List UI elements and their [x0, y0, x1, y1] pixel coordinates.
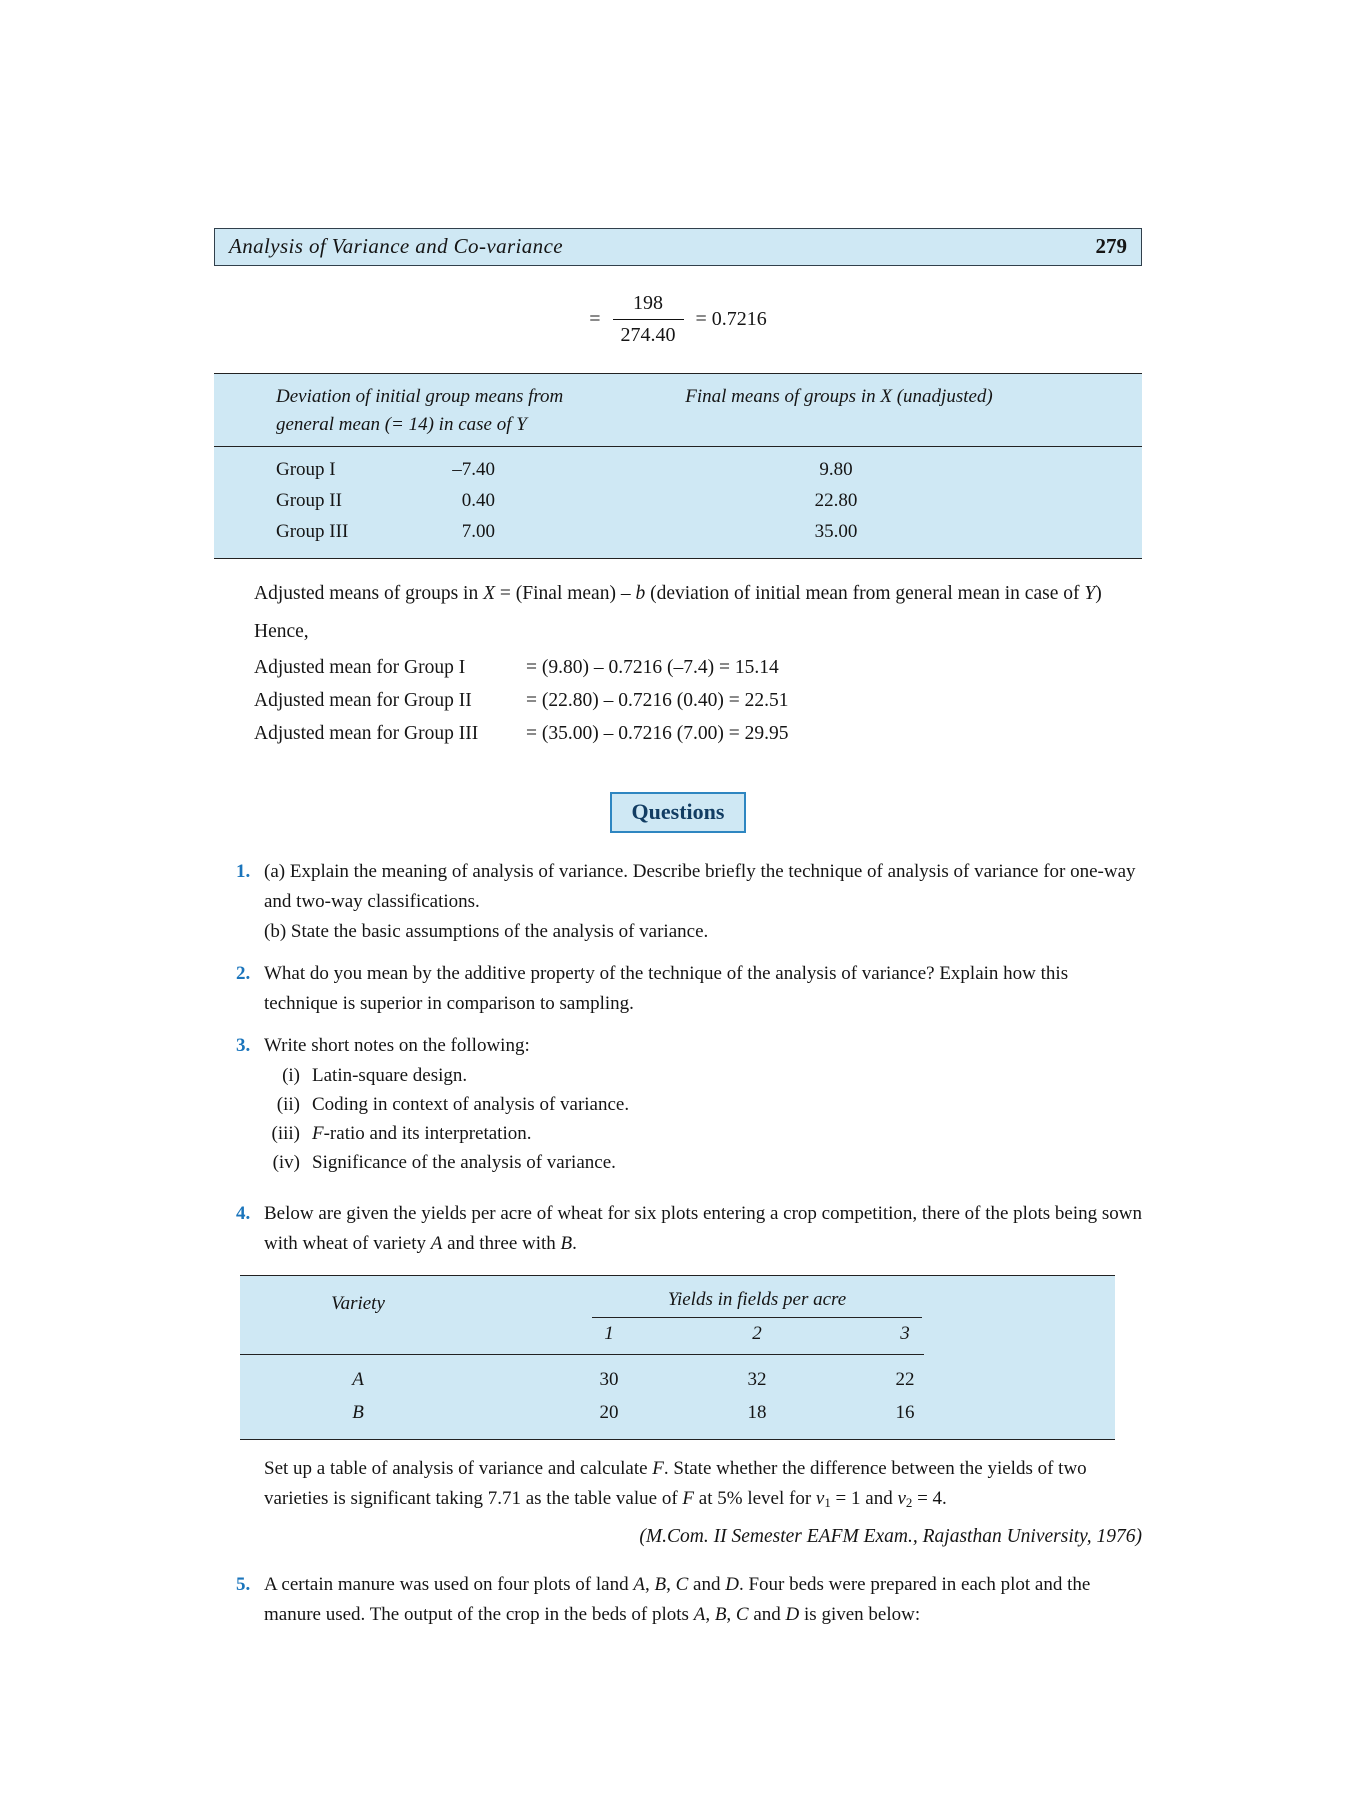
question-body — [264, 1199, 1142, 1552]
adjusted-mean-label: Adjusted mean for Group III — [254, 723, 479, 744]
subitem-marker: (ii) — [276, 1094, 300, 1115]
yields-column-header — [535, 1286, 979, 1318]
hence-text: Hence, — [254, 621, 309, 642]
page-content — [214, 0, 1142, 1630]
column-gap — [476, 1363, 535, 1396]
question-number: 1. — [236, 861, 251, 882]
table-row — [240, 1396, 1115, 1429]
field-column-2: 2 — [752, 1323, 762, 1344]
group-label: Group I — [276, 459, 336, 480]
equals-sign: = — [589, 308, 601, 330]
deviation-value: 7.00 — [461, 521, 495, 542]
question-1-part-a: (a) Explain the meaning of analysis of variance. Describe briefly the technique of analysis of variance for one-way and two-way classifications. — [264, 861, 1136, 912]
fraction — [613, 292, 684, 347]
final-mean-value: 22.80 — [814, 490, 858, 511]
column-gap — [476, 1396, 535, 1429]
group-label: Group II — [276, 490, 342, 511]
yield-value: 20 — [599, 1402, 619, 1423]
questions-heading: Questions — [610, 792, 747, 833]
question-body — [264, 959, 1142, 1019]
question-body — [264, 1570, 1142, 1630]
deviation-column-header: Deviation of initial group means from general mean (= 14) in case of Y — [276, 386, 564, 435]
adjusted-mean-equation: = (9.80) – 0.7216 (–7.4) = 15.14 — [526, 657, 779, 678]
question-3-subitem-ii — [264, 1090, 1142, 1119]
subitem-marker: (i) — [282, 1065, 300, 1086]
yields-table — [240, 1275, 1115, 1440]
yield-value: 32 — [747, 1369, 767, 1390]
adjusted-mean-label: Adjusted mean for Group I — [254, 657, 466, 678]
chapter-title: Analysis of Variance and Co-variance — [229, 234, 564, 258]
questions-list — [214, 857, 1142, 1630]
question-3-subitem-iii — [264, 1119, 1142, 1148]
yield-value: 16 — [895, 1402, 915, 1423]
question-1 — [214, 857, 1142, 947]
question-3-text: Write short notes on the following: — [264, 1035, 530, 1056]
chapter-header-bar — [214, 228, 1142, 266]
question-2 — [214, 959, 1142, 1019]
subitem-text: F-ratio and its interpretation. — [312, 1123, 532, 1144]
question-number: 5. — [236, 1574, 251, 1596]
adjusted-mean-line — [254, 684, 1142, 717]
yields-header-rule — [592, 1317, 922, 1318]
deviation-value: –7.40 — [452, 459, 495, 480]
formula-result: = 0.7216 — [695, 308, 767, 330]
variety-label: B — [352, 1402, 364, 1423]
group-means-table-header — [214, 374, 1142, 447]
adjusted-means-intro: Adjusted means of groups in X = (Final mean) – b (deviation of initial mean from general mean in case of Y) — [254, 583, 1102, 604]
group-means-table-body — [214, 447, 1142, 558]
adjusted-mean-equation: = (22.80) – 0.7216 (0.40) = 22.51 — [526, 690, 789, 711]
adjusted-mean-line — [254, 717, 1142, 750]
table-row — [240, 1363, 1115, 1396]
question-1-part-b: (b) State the basic assumptions of the analysis of variance. — [264, 921, 709, 942]
formula-line — [214, 292, 1142, 347]
yields-table-body — [240, 1355, 1115, 1439]
table-row — [214, 516, 1142, 547]
yield-value: 30 — [599, 1369, 619, 1390]
subitem-text: Significance of the analysis of variance. — [312, 1152, 616, 1173]
final-mean-value: 35.00 — [814, 521, 858, 542]
page-number: 279 — [1095, 234, 1127, 258]
question-4 — [214, 1199, 1142, 1552]
question-number: 4. — [236, 1203, 251, 1224]
group-label: Group III — [276, 521, 349, 542]
subitem-marker: (iii) — [271, 1123, 300, 1144]
question-3-subitem-iv — [264, 1148, 1142, 1177]
group-means-table — [214, 373, 1142, 559]
adjusted-mean-label: Adjusted mean for Group II — [254, 690, 472, 711]
yield-value: 22 — [895, 1369, 915, 1390]
subitem-text: Latin-square design. — [312, 1065, 468, 1086]
subitem-marker: (iv) — [272, 1152, 300, 1173]
question-3-subitem-i — [264, 1061, 1142, 1090]
fraction-numerator: 198 — [633, 292, 663, 314]
table-row — [214, 485, 1142, 516]
adjusted-mean-line — [254, 651, 1142, 684]
question-3 — [214, 1031, 1142, 1177]
yields-table-header — [240, 1276, 1115, 1318]
table-row — [214, 454, 1142, 485]
question-body — [264, 1031, 1142, 1177]
question-5-text: A certain manure was used on four plots of land A, B, C and D. Four beds were prepared in each plot and the manure used. The output of the crop in the beds of plots A, B, C and D is given below: — [264, 1574, 1091, 1626]
yields-table-subheader — [240, 1320, 1115, 1348]
exam-attribution: (M.Com. II Semester EAFM Exam., Rajasthan University, 1976) — [639, 1526, 1142, 1548]
questions-heading-wrap — [214, 792, 1142, 833]
final-means-column-header: Final means of groups in X (unadjusted) — [685, 386, 993, 407]
question-4-intro: Below are given the yields per acre of wheat for six plots entering a crop competition, there of the plots being sown with wheat of variety A and three with B. — [264, 1203, 1142, 1254]
question-number: 3. — [236, 1035, 251, 1056]
yields-header-text: Yields in fields per acre — [667, 1289, 847, 1310]
final-mean-value: 9.80 — [819, 459, 853, 480]
question-body — [264, 857, 1142, 947]
field-column-1: 1 — [604, 1323, 614, 1344]
question-number: 2. — [236, 963, 251, 984]
fraction-denominator: 274.40 — [613, 319, 684, 347]
question-2-text: What do you mean by the additive property of the technique of the analysis of variance? Explain how this technique is superior in comparison to sampling. — [264, 963, 1069, 1014]
subitem-text: Coding in context of analysis of variance. — [312, 1094, 630, 1115]
field-column-3: 3 — [900, 1323, 910, 1344]
adjusted-mean-equation: = (35.00) – 0.7216 (7.00) = 29.95 — [526, 723, 789, 744]
question-5 — [214, 1570, 1142, 1630]
question-4-outro: Set up a table of analysis of variance and calculate F. State whether the difference between the yields of two varieties is significant taking 7.71 as the table value of F at 5% level for v1 = 1 and v2 = 4. — [264, 1458, 1087, 1511]
yield-value: 18 — [747, 1402, 767, 1423]
deviation-value: 0.40 — [461, 490, 495, 511]
adjusted-mean-equations — [254, 651, 1142, 750]
variety-label: A — [352, 1369, 364, 1390]
variety-column-header: Variety — [331, 1293, 385, 1314]
